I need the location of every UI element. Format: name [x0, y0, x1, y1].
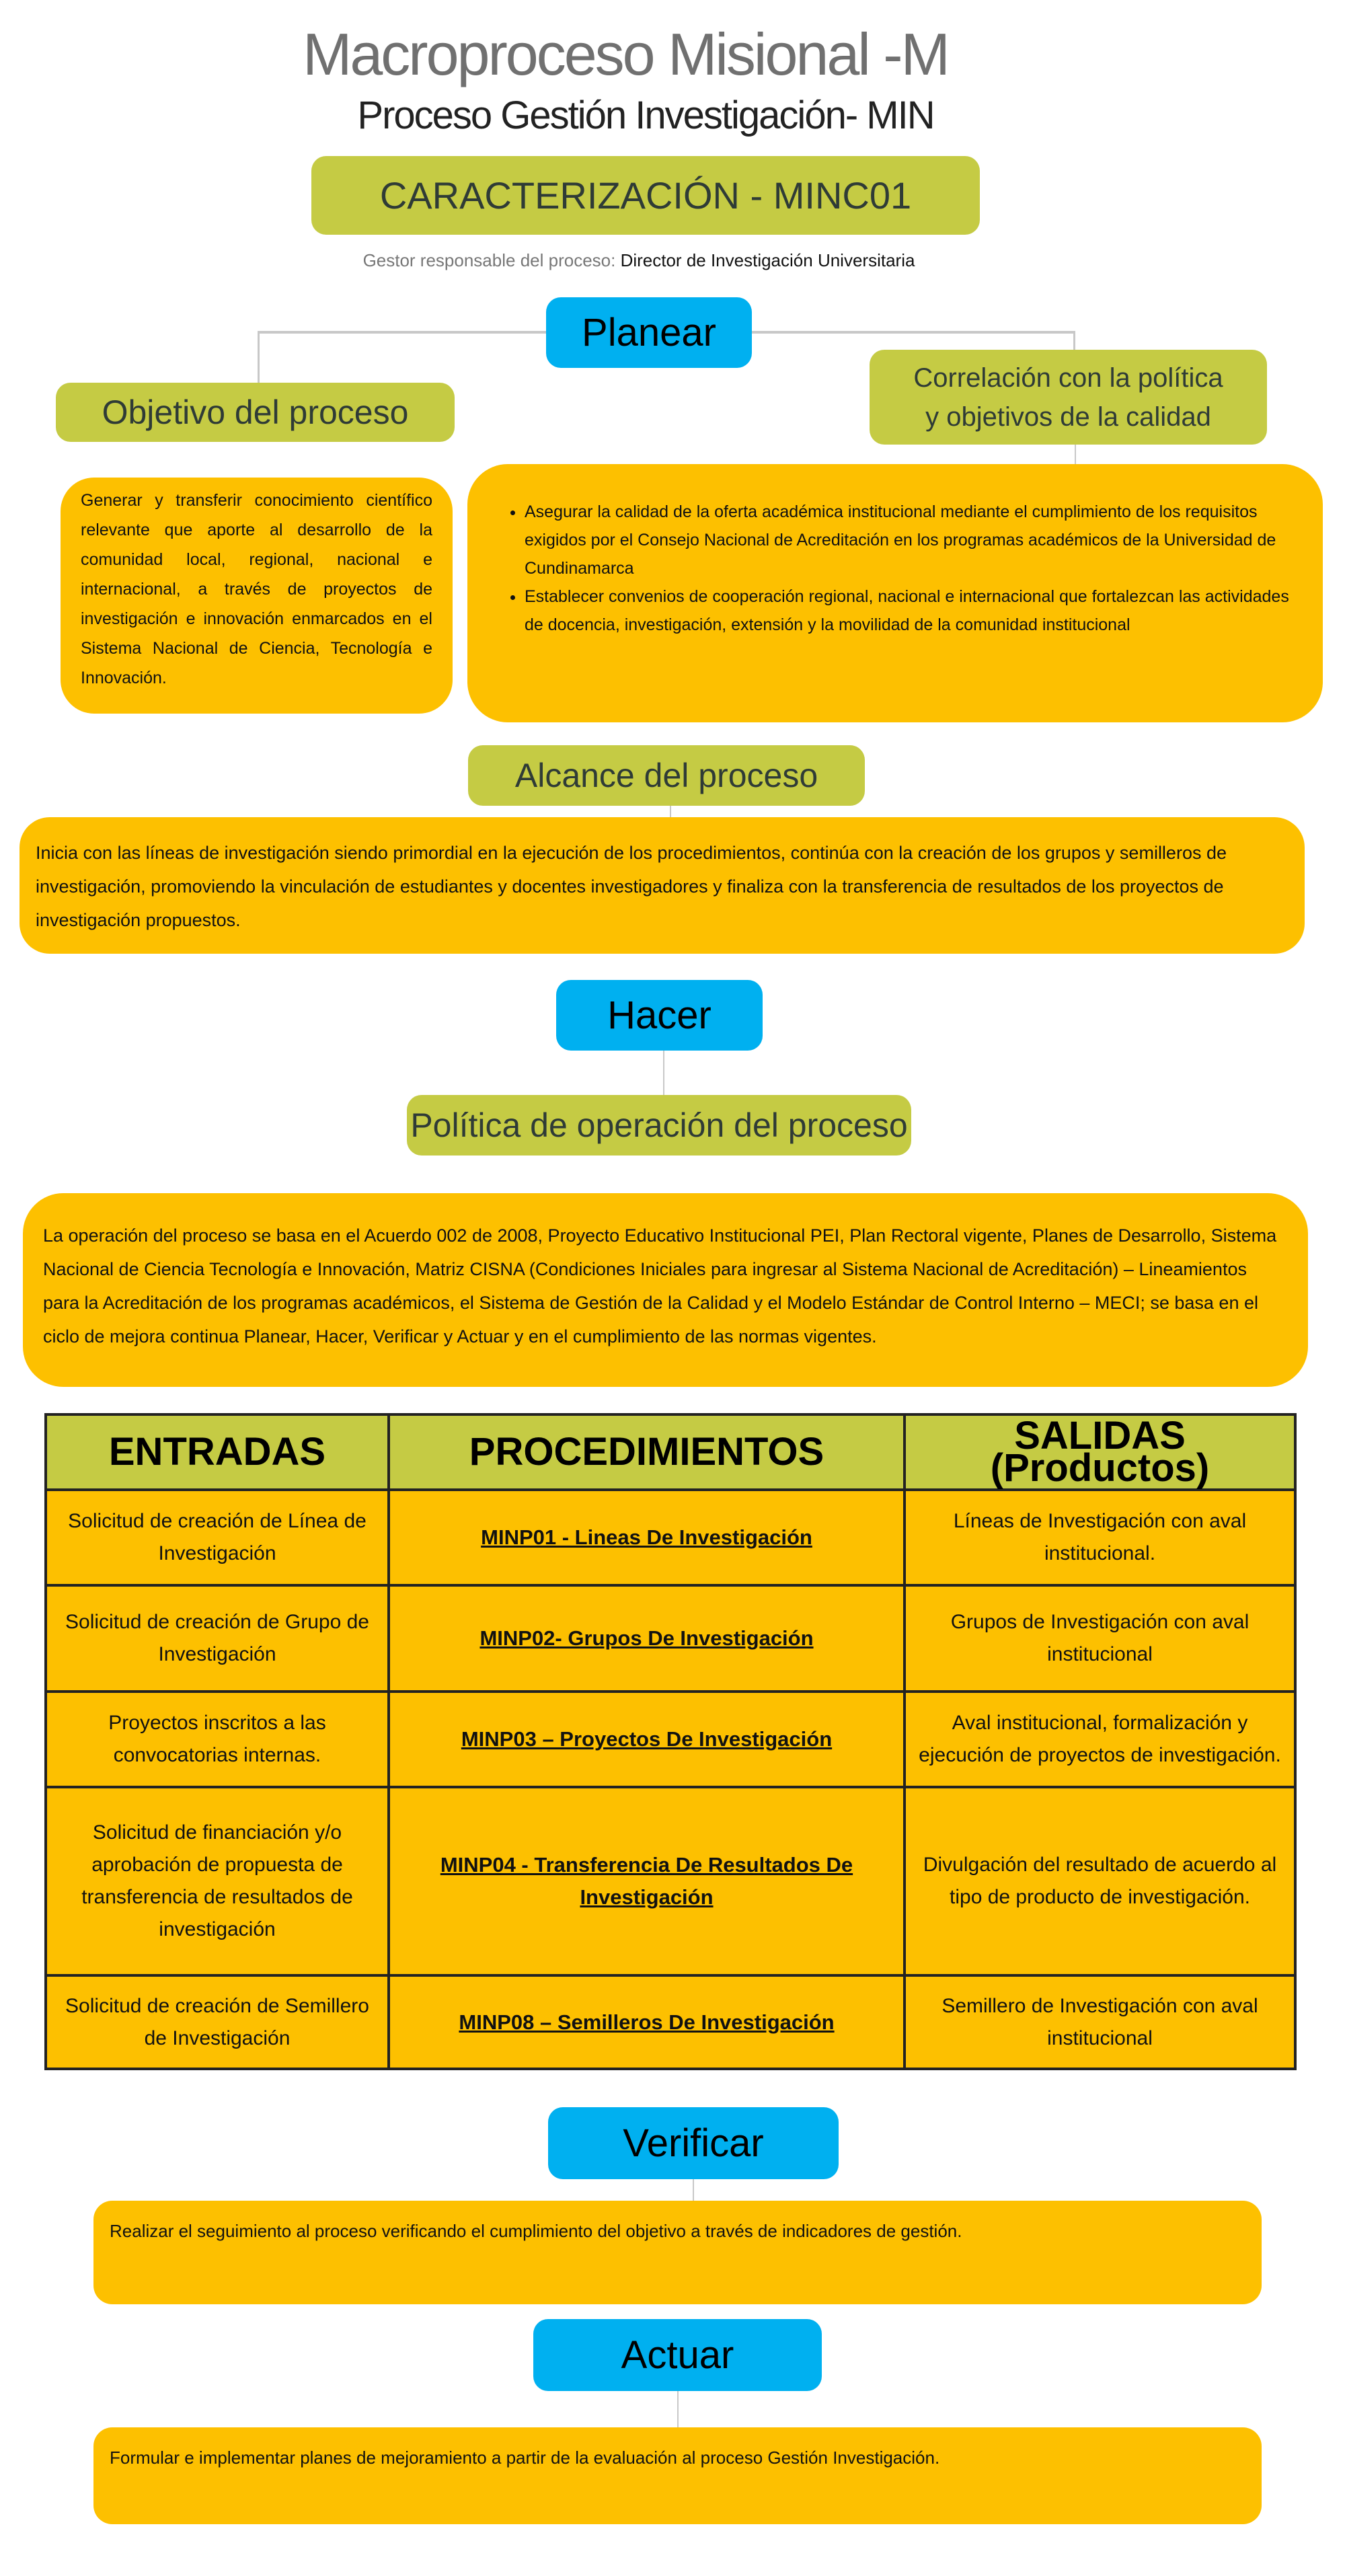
policy-text: La operación del proceso se basa en el Acuerdo 002 de 2008, Proyecto Educativo Institucional PEI, Plan Rectoral vigente, Planes de Desarrollo, Sistema Nacional de Ciencia Tecnología e Innovación, Matriz CISNA (Condiciones Iniciales para ingresar al Sistema Nacional de Acreditación) – Lineamientos para la Acreditación de los programas académicos, el Sistema de Gestión de la Calidad y el Modelo Estándar de Control Interno – MECI; se basa en el ciclo de mejora continua Planear, Hacer, Verificar y Actuar y en el cumplimiento de las normas vigentes.: [23, 1193, 1308, 1387]
salida-cell: Semillero de Investigación con aval institucional: [905, 1975, 1295, 2069]
characterization-banner: CARACTERIZACIÓN - MINC01: [311, 156, 980, 235]
procedure-link[interactable]: MINP08 – Semilleros De Investigación: [389, 1975, 905, 2069]
manager-value: Director de Investigación Universitaria: [620, 250, 915, 270]
entrada-cell: Solicitud de creación de Línea de Investigación: [46, 1490, 389, 1585]
connector-line: [258, 331, 260, 383]
procedure-link[interactable]: MINP02- Grupos De Investigación: [389, 1585, 905, 1692]
table-row: [46, 1490, 1295, 1585]
correlation-box: [467, 464, 1323, 722]
header-procedimientos: PROCEDIMIENTOS: [389, 1414, 905, 1490]
entrada-cell: Solicitud de creación de Semillero de Investigación: [46, 1975, 389, 2069]
procedure-link[interactable]: MINP01 - Lineas De Investigación: [389, 1490, 905, 1585]
correlation-title-line: Correlación con la política: [913, 363, 1223, 393]
connector-line: [670, 804, 671, 818]
entrada-cell: Proyectos inscritos a las convocatorias internas.: [46, 1692, 389, 1787]
procedure-link[interactable]: MINP03 – Proyectos De Investigación: [389, 1692, 905, 1787]
actuar-text: Formular e implementar planes de mejoramiento a partir de la evaluación al proceso Gestión Investigación.: [93, 2427, 1262, 2524]
verificar-stage: Verificar: [548, 2107, 839, 2179]
correlation-item: • Asegurar la calidad de la oferta académica institucional mediante el cumplimiento de los requisitos exigidos por el Consejo Nacional de Acreditación en los programas académicos de la Universidad de Cundinamarca: [525, 498, 1303, 582]
salida-cell: Divulgación del resultado de acuerdo al tipo de producto de investigación.: [905, 1787, 1295, 1975]
connector-line: [1073, 331, 1075, 351]
salida-cell: Grupos de Investigación con aval institucional: [905, 1585, 1295, 1692]
header-entradas: ENTRADAS: [46, 1414, 389, 1490]
process-subtitle: Proceso Gestión Investigación- MIN: [357, 93, 934, 137]
connector-line: [1075, 444, 1076, 465]
correlation-list: [488, 498, 1303, 639]
objective-title: Objetivo del proceso: [56, 383, 455, 442]
table-row: [46, 1692, 1295, 1787]
header-salidas: SALIDAS (Productos): [905, 1414, 1295, 1490]
procedure-link[interactable]: MINP04 - Transferencia De Resultados De Investigación: [389, 1787, 905, 1975]
correlation-title-line: y objetivos de la calidad: [925, 402, 1211, 432]
manager-label: Gestor responsable del proceso:: [362, 250, 616, 270]
planear-stage: Planear: [546, 297, 752, 368]
connector-line: [663, 1049, 664, 1096]
correlation-item: • Establecer convenios de cooperación regional, nacional e internacional que fortalezcan las actividades de docencia, investigación, extensión y la movilidad de la comunidad institucional: [525, 582, 1303, 639]
process-table: [44, 1413, 1297, 2070]
connector-line: [752, 331, 1075, 334]
actuar-stage: Actuar: [533, 2319, 822, 2391]
connector-line: [677, 2390, 679, 2429]
scope-title: Alcance del proceso: [468, 745, 865, 806]
table-row: [46, 1585, 1295, 1692]
salida-cell: Aval institucional, formalización y ejecución de proyectos de investigación.: [905, 1692, 1295, 1787]
hacer-stage: Hacer: [556, 980, 763, 1051]
scope-text: Inicia con las líneas de investigación siendo primordial en la ejecución de los procedimientos, continúa con la creación de los grupos y semilleros de investigación, promoviendo la vinculación de estudiantes y docentes investigadores y finaliza con la transferencia de resultados de los proyectos de investigación propuestos.: [20, 817, 1305, 954]
correlation-title: [870, 350, 1267, 445]
macroprocess-title: Macroproceso Misional -M: [303, 21, 948, 87]
connector-line: [693, 2178, 694, 2202]
table-header-row: [46, 1414, 1295, 1490]
entrada-cell: Solicitud de financiación y/o aprobación de propuesta de transferencia de resultados de investigación: [46, 1787, 389, 1975]
objective-text: Generar y transferir conocimiento científico relevante que aporte al desarrollo de la comunidad local, regional, nacional e internacional, a través de proyectos de investigación e innovación enmarcados en el Sistema Nacional de Ciencia, Tecnología e Innovación.: [61, 478, 453, 714]
table-row: [46, 1975, 1295, 2069]
connector-line: [258, 331, 547, 334]
salida-cell: Líneas de Investigación con aval institucional.: [905, 1490, 1295, 1585]
table-row: [46, 1787, 1295, 1975]
process-manager: [0, 250, 1278, 271]
policy-title: Política de operación del proceso: [407, 1095, 911, 1156]
entrada-cell: Solicitud de creación de Grupo de Investigación: [46, 1585, 389, 1692]
verificar-text: Realizar el seguimiento al proceso verificando el cumplimiento del objetivo a través de indicadores de gestión.: [93, 2201, 1262, 2304]
